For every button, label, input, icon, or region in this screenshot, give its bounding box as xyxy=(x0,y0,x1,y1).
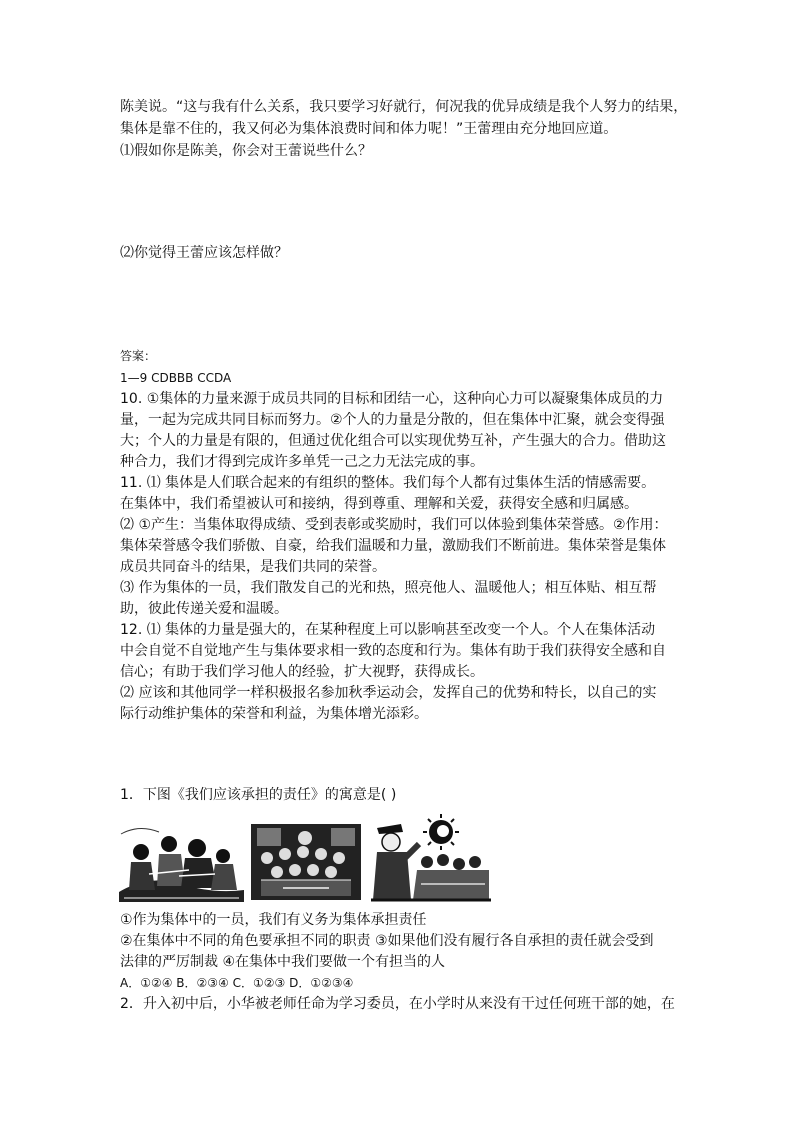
answer-line: 10. ①集体的力量来源于成员共同的目标和团结一心，这种向心力可以凝聚集体成员的力 xyxy=(120,391,664,407)
answer-line: 大；个人的力量是有限的，但通过优化组合可以实现优势互补，产生强大的合力。借助这 xyxy=(120,433,666,449)
answer-line: 成员共同奋斗的结果，是我们共同的荣誉。 xyxy=(120,559,386,575)
answer-choices: 1—9 CDBBB CCDA xyxy=(120,371,232,385)
answer-line: 集体荣誉感令我们骄傲、自豪，给我们温暖和力量，激励我们不断前进。集体荣誉是集体 xyxy=(120,538,666,554)
option-line: ②在集体中不同的角色要承担不同的职责 ③如果他们没有履行各自承担的责任就会受到 xyxy=(120,933,654,949)
option-line: ①作为集体中的一员，我们有义务为集体承担责任 xyxy=(120,912,427,928)
answer-line: ⑵ ①产生：当集体取得成绩、受到表彰或奖励时，我们可以体验到集体荣誉感。②作用： xyxy=(120,517,668,533)
cartoon-panel-family xyxy=(119,814,244,902)
cartoon-panel-officer xyxy=(371,814,491,902)
answer-options: A．①②④ B．②③④ C．①②③ D．①②③④ xyxy=(120,976,354,990)
cartoon-illustration xyxy=(119,814,491,902)
cartoon-panel-crowd xyxy=(247,814,365,902)
text-line: 集体是靠不住的，我又何必为集体浪费时间和体力呢！”王蕾理由充分地回应道。 xyxy=(120,121,618,137)
option-line: 法律的严厉制裁 ④在集体中我们要做一个有担当的人 xyxy=(120,954,445,970)
answer-line: ⑶ 作为集体的一员，我们散发自己的光和热，照亮他人、温暖他人；相互体贴、相互帮 xyxy=(120,580,657,596)
answer-line: 量，一起为完成共同目标而努力。②个人的力量是分散的，但在集体中汇聚，就会变得强 xyxy=(120,412,665,428)
answer-line: 中会自觉不自觉地产生与集体要求相一致的态度和行为。集体有助于我们获得安全感和自 xyxy=(120,643,666,659)
answer-line: 在集体中，我们希望被认可和接纳，得到尊重、理解和关爱，获得安全感和归属感。 xyxy=(120,496,638,512)
answer-line: 助，彼此传递关爱和温暖。 xyxy=(120,601,288,617)
question-stem: 2．升入初中后，小华被老师任命为学习委员，在小学时从来没有干过任何班干部的她，在 xyxy=(120,996,675,1012)
answer-line: 信心；有助于我们学习他人的经验，扩大视野，获得成长。 xyxy=(120,664,484,680)
answer-heading: 答案： xyxy=(120,349,157,363)
answer-line: 12. ⑴ 集体的力量是强大的，在某种程度上可以影响甚至改变一个人。个人在集体活动 xyxy=(120,622,656,638)
question-stem: 1．下图《我们应该承担的责任》的寓意是( ) xyxy=(120,787,397,803)
answer-line: 种合力，我们才得到完成许多单凭一己之力无法完成的事。 xyxy=(120,454,484,470)
text-line: 陈美说。“这与我有什么关系，我只要学习好就行，何况我的优异成绩是我个人努力的结果， xyxy=(120,99,688,115)
answer-line: 11. ⑴ 集体是人们联合起来的有组织的整体。我们每个人都有过集体生活的情感需要。 xyxy=(120,475,656,491)
question-2: ⑵你觉得王蕾应该怎样做？ xyxy=(120,245,288,261)
answer-line: ⑵ 应该和其他同学一样积极报名参加秋季运动会，发挥自己的优势和特长，以自己的实 xyxy=(120,685,657,701)
question-1: ⑴假如你是陈美，你会对王蕾说些什么？ xyxy=(120,143,372,159)
answer-line: 际行动维护集体的荣誉和利益，为集体增光添彩。 xyxy=(120,706,428,722)
